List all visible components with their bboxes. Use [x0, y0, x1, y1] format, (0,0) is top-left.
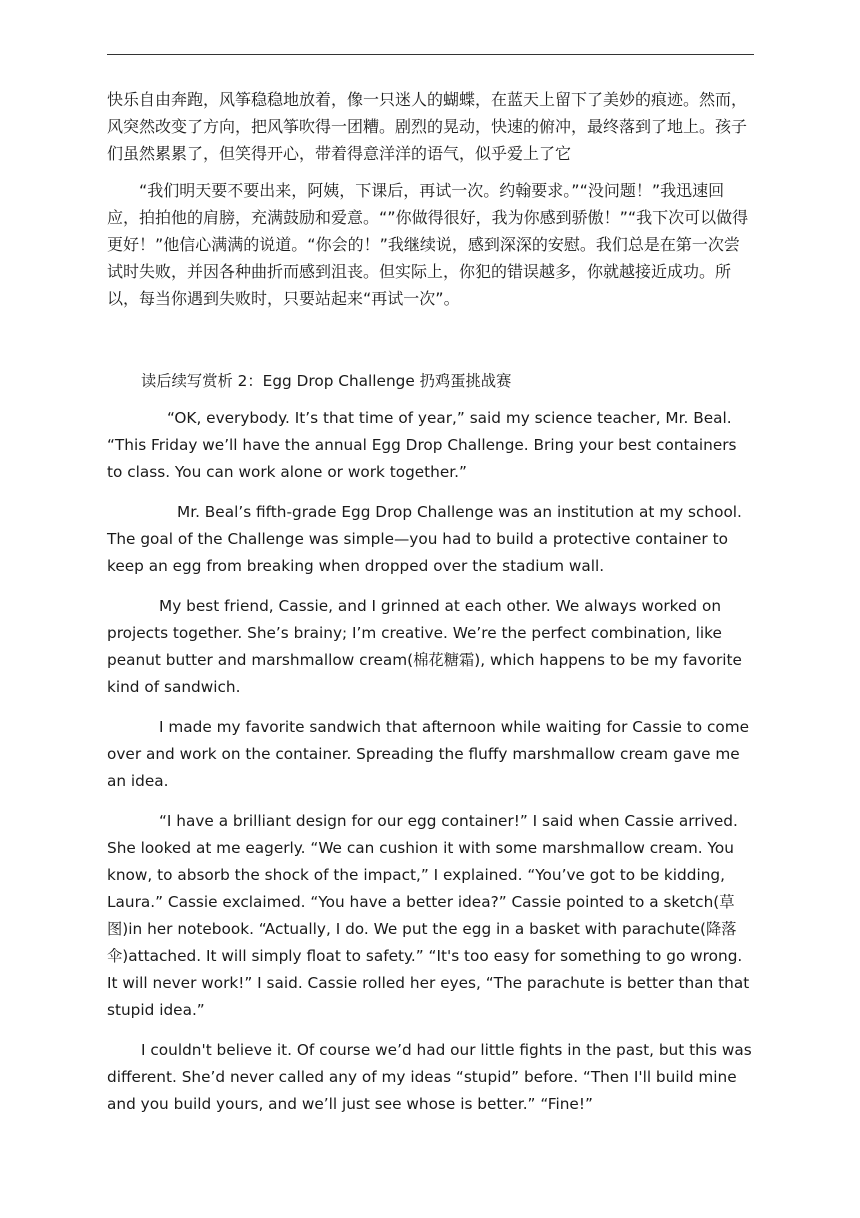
zh-paragraph-1: 快乐自由奔跑，风筝稳稳地放着，像一只迷人的蝴蝶，在蓝天上留下了美妙的痕迹。然而，风突然改变了方向，把风筝吹得一团糟。剧烈的晃动，快速的俯冲，最终落到了地上。孩子们虽然累累了，但笑得开心，带着得意洋洋的语气，似乎爱上了它 [107, 90, 748, 163]
en-paragraph-2: Mr. Beal’s fifth-grade Egg Drop Challenge was an institution at my school. The goal of the Challenge was simple—you had to build a protective container to keep an egg from breaking when dropped over the stadium wall. [107, 503, 742, 575]
section-title: 读后续写赏析 2：Egg Drop Challenge 扔鸡蛋挑战赛 [141, 372, 512, 390]
en-paragraph-6: I couldn't believe it. Of course we’d had our little fights in the past, but this was different. She’d never called any of my ideas “stupid” before. “Then I'll build mine and you build yours, and we’ll just see whose is better.” “Fine!” [107, 1041, 752, 1113]
en-paragraph-5: “I have a brilliant design for our egg container!” I said when Cassie arrived. She looked at me eagerly. “We can cushion it with some marshmallow cream. You know, to absorb the shock of the impact,” I explained. “You’ve got to be kidding, Laura.” Cassie exclaimed. “You have a better idea?” Cassie pointed to a sketch(草图)in her notebook. “Actually, I do. We put the egg in a basket with parachute(降落伞)attached. It will simply float to safety.” “It's too easy for something to go wrong. It will never work!” I said. Cassie rolled her eyes, “The parachute is better than that stupid idea.” [107, 812, 750, 1019]
en-paragraph-3: My best friend, Cassie, and I grinned at each other. We always worked on projects together. She’s brainy; I’m creative. We’re the perfect combination, like peanut butter and marshmallow cream(棉花糖霜), which happens to be my favorite kind of sandwich. [107, 597, 742, 696]
en-paragraph-4: I made my favorite sandwich that afternoon while waiting for Cassie to come over and work on the container. Spreading the fluffy marshmallow cream gave me an idea. [107, 718, 750, 790]
en-paragraph-1: “OK, everybody. It’s that time of year,” said my science teacher, Mr. Beal. “This Friday we’ll have the annual Egg Drop Challenge. Bring your best containers to class. You can work alone or work together.” [107, 409, 737, 481]
header-rule [107, 54, 754, 55]
zh-paragraph-2: “我们明天要不要出来，阿姨，下课后，再试一次。约翰要求。”“没问题！”我迅速回应，拍拍他的肩膀，充满鼓励和爱意。“”你做得很好，我为你感到骄傲！”“我下次可以做得更好！”他信心满满的说道。“你会的！”我继续说，感到深深的安慰。我们总是在第一次尝试时失败，并因各种曲折而感到沮丧。但实际上，你犯的错误越多，你就越接近成功。所以，每当你遇到失败时，只要站起来“再试一次”。 [107, 181, 749, 308]
document-body [107, 86, 755, 1118]
